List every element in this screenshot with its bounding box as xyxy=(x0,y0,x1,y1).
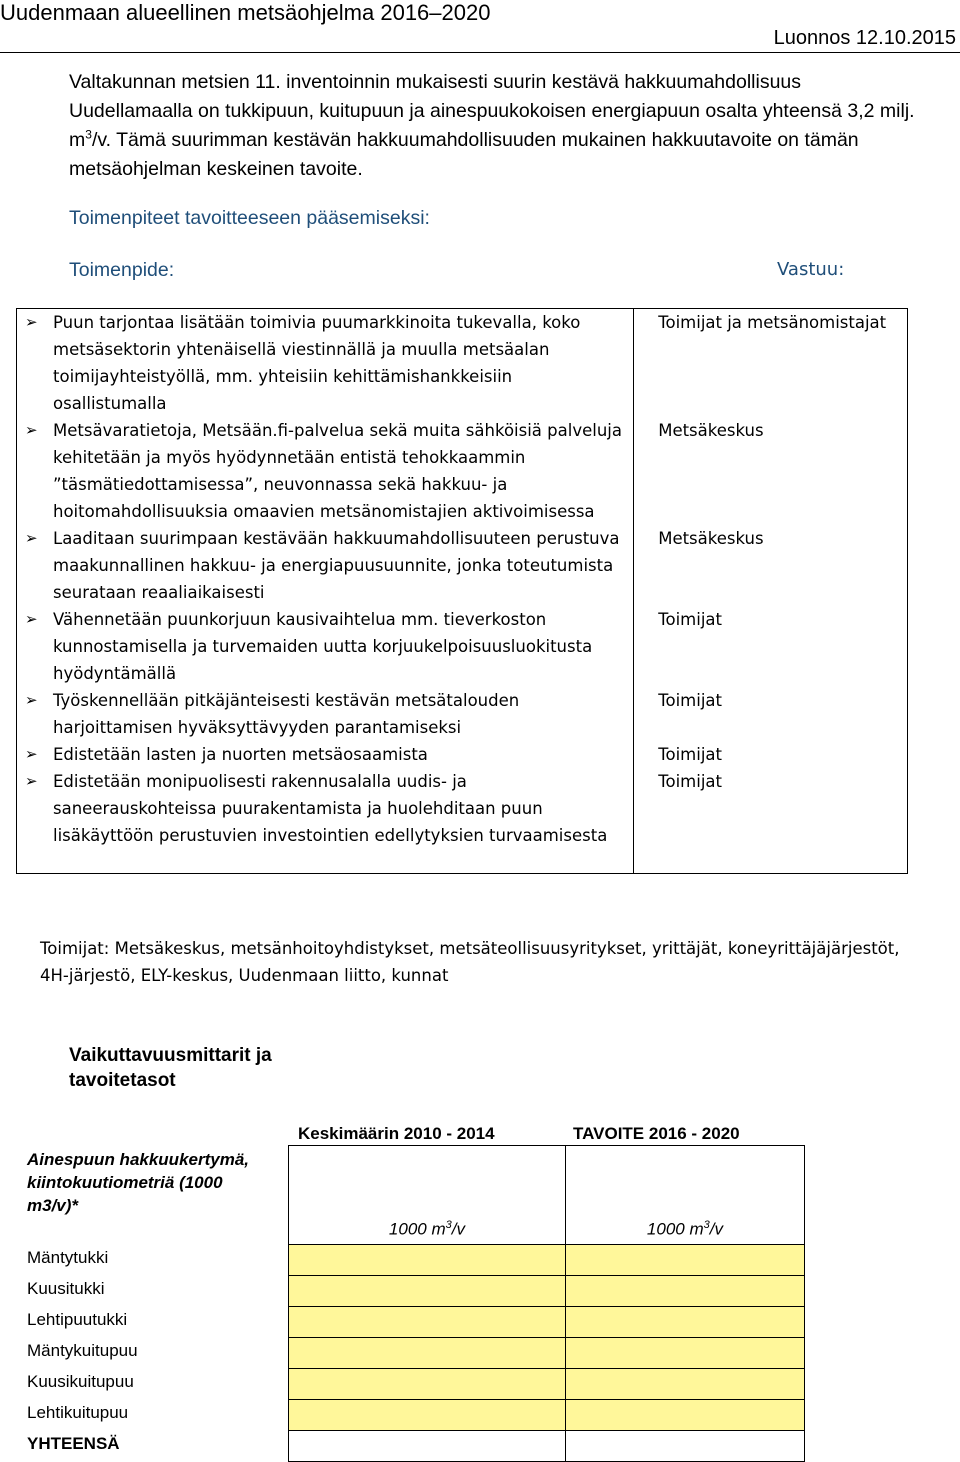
indicators-heading: Vaikuttavuusmittarit ja tavoitetasot xyxy=(69,1045,272,1091)
action-responsible: Metsäkeskus xyxy=(634,417,908,525)
empty-row xyxy=(17,849,908,874)
value-cell[interactable] xyxy=(289,1276,566,1307)
value-cell[interactable] xyxy=(565,1307,804,1338)
unit-cell-average: 1000 $m^3/v$ xyxy=(289,1146,566,1245)
indicator-row-label: Mäntytukki xyxy=(27,1248,109,1267)
action-responsible: Toimijat xyxy=(634,768,908,849)
column-heading-action: Toimenpide: xyxy=(69,259,175,281)
action-responsible: Toimijat ja metsänomistajat xyxy=(634,309,908,418)
actors-footnote: Toimijat: Metsäkeskus, metsänhoitoyhdistykset, metsäteollisuusyritykset, yrittäjät, koneyrittäjäjärjestöt, 4H-järjestö, ELY-keskus, Uudenmaan liitto, kunnat xyxy=(40,939,900,985)
value-row xyxy=(289,1338,805,1369)
indicator-col-target: TAVOITE 2016 - 2020 xyxy=(573,1124,740,1143)
value-cell[interactable] xyxy=(289,1245,566,1276)
header-date: Luonnos 12.10.2015 xyxy=(773,27,956,49)
arrow-bullet-icon: ➢ xyxy=(25,529,38,547)
value-row xyxy=(289,1276,805,1307)
action-row xyxy=(17,417,908,525)
action-text: Vähennetään puunkorjuun kausivaihtelua mm. tieverkoston kunnostamisella ja turvemaiden uutta korjuukelpoisuusluokitusta hyödyntämällä xyxy=(53,610,593,683)
action-row xyxy=(17,309,908,418)
value-row xyxy=(289,1369,805,1400)
indicator-table xyxy=(288,1145,805,1462)
unit-row xyxy=(289,1146,805,1245)
action-responsible: Toimijat xyxy=(634,687,908,741)
action-responsible: Metsäkeskus xyxy=(634,525,908,606)
header-title: Uudenmaan alueellinen metsäohjelma 2016–2020 xyxy=(0,0,491,25)
action-row xyxy=(17,525,908,606)
action-text: Laaditaan suurimpaan kestävään hakkuumahdollisuuteen perustuva maakunnallinen hakkuu- ja energiapuusuunnite, jonka toteutumista seurataan reaaliaikaisesti xyxy=(53,529,620,602)
action-row xyxy=(17,606,908,687)
arrow-bullet-icon: ➢ xyxy=(25,610,38,628)
value-cell[interactable] xyxy=(289,1369,566,1400)
indicator-row-label: Kuusitukki xyxy=(27,1279,105,1298)
value-cell[interactable] xyxy=(565,1245,804,1276)
value-cell[interactable] xyxy=(565,1400,804,1431)
indicator-row-heading: Ainespuun hakkuukertymä, kiintokuutiometriä (1000 m3/v)* xyxy=(27,1150,250,1215)
indicator-row-label-total: YHTEENSÄ xyxy=(27,1434,120,1453)
arrow-bullet-icon: ➢ xyxy=(25,691,38,709)
action-text: Metsävaratietoja, Metsään.fi-palvelua sekä muita sähköisiä palveluja kehitetään ja myös hyödynnetään entistä tehokkaammin ”täsmätiedottamisessa”, neuvonnassa sekä hakkuu- ja hoitomahdollisuuksia omaavien metsänomistajien aktivoimisessa xyxy=(53,421,622,521)
action-responsible: Toimijat xyxy=(634,741,908,768)
indicator-row-label: Lehtipuutukki xyxy=(27,1310,128,1329)
value-cell[interactable] xyxy=(565,1338,804,1369)
value-row xyxy=(289,1307,805,1338)
header-divider xyxy=(0,52,960,53)
column-heading-responsible: Vastuu: xyxy=(777,259,845,280)
intro-paragraph: Valtakunnan metsien 11. inventoinnin mukaisesti suurin kestävä hakkuumahdollisuus Uudellamaalla on tukkipuun, kuitupuun ja ainespuukokoisen energiapuun osalta yhteensä 3,2 milj. $m^3/v$. Tämä suurimman kestävän hakkuumahdollisuuden mukainen hakkuutavoite on tämän metsäohjelman keskeinen tavoite. xyxy=(69,71,915,180)
value-cell[interactable] xyxy=(565,1369,804,1400)
action-text: Edistetään lasten ja nuorten metsäosaamista xyxy=(53,745,428,764)
indicator-row-label: Mäntykuitupuu xyxy=(27,1341,138,1360)
arrow-bullet-icon: ➢ xyxy=(25,421,38,439)
action-row xyxy=(17,687,908,741)
action-responsible: Toimijat xyxy=(634,606,908,687)
action-row xyxy=(17,741,908,768)
value-cell[interactable] xyxy=(289,1400,566,1431)
unit-cell-target: 1000 $m^3/v$ xyxy=(565,1146,804,1245)
value-cell[interactable] xyxy=(565,1276,804,1307)
action-text: Edistetään monipuolisesti rakennusalalla uudis- ja saneerauskohteissa puurakentamista ja huolehditaan puun lisäkäyttöön perustuvien investointien edellytyksien turvaamisesta xyxy=(53,772,608,845)
value-row xyxy=(289,1245,805,1276)
arrow-bullet-icon: ➢ xyxy=(25,745,38,763)
actions-table xyxy=(16,308,908,874)
actions-heading: Toimenpiteet tavoitteeseen pääsemiseksi: xyxy=(69,207,430,229)
indicator-row-label: Kuusikuitupuu xyxy=(27,1372,134,1391)
action-row xyxy=(17,768,908,849)
indicator-col-average: Keskimäärin 2010 - 2014 xyxy=(298,1124,495,1143)
action-text: Työskennellään pitkäjänteisesti kestävän metsätalouden harjoittamisen hyväksyttävyyden parantamiseksi xyxy=(53,691,520,737)
value-row xyxy=(289,1400,805,1431)
indicator-row-label: Lehtikuitupuu xyxy=(27,1403,129,1422)
value-cell[interactable] xyxy=(289,1307,566,1338)
arrow-bullet-icon: ➢ xyxy=(25,313,38,331)
arrow-bullet-icon: ➢ xyxy=(25,772,38,790)
value-cell[interactable] xyxy=(289,1338,566,1369)
action-text: Puun tarjontaa lisätään toimivia puumarkkinoita tukevalla, koko metsäsektorin yhtenäisellä viestinnällä ja muulla metsäalan toimijayhteistyöllä, mm. yhteisiin kehittämishankkeisiin osallistumalla xyxy=(53,313,581,413)
